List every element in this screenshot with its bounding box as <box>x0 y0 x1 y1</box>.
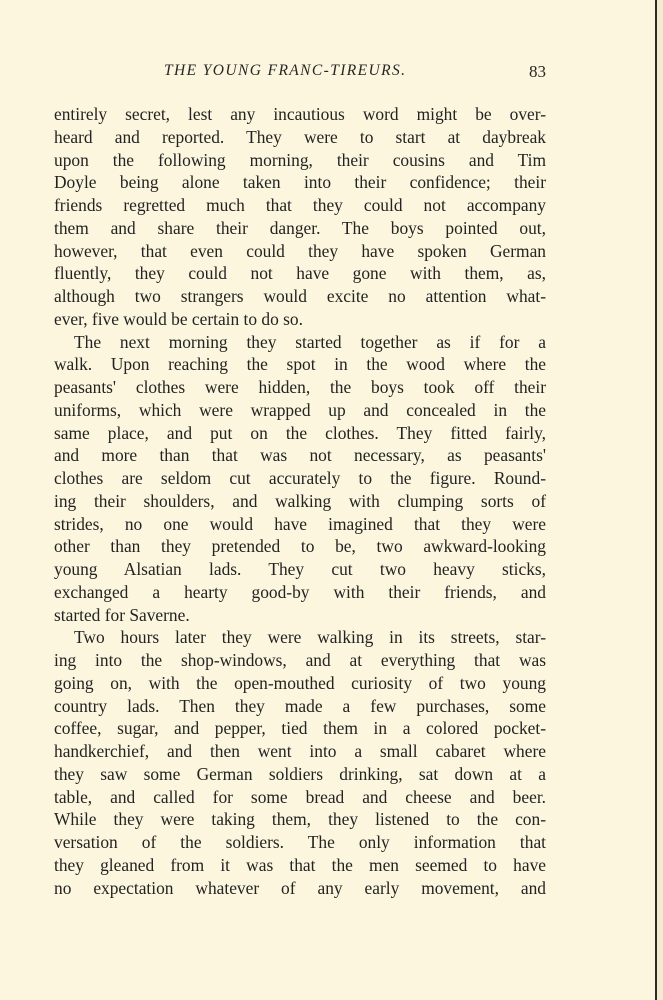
text-line: uniforms, which were wrapped up and concealed in the <box>54 399 546 420</box>
body-text <box>54 103 546 899</box>
page-header <box>54 62 546 86</box>
text-line: young Alsatian lads. They cut two heavy sticks, <box>54 559 546 579</box>
text-line: Doyle being alone taken into their confidence; their <box>54 172 546 193</box>
text-line: coffee, sugar, and pepper, tied them in a colored pocket- <box>54 718 546 739</box>
text-line: fluently, they could not have gone with them, as, <box>54 263 546 284</box>
text-line: clothes are seldom cut accurately to the figure. Round- <box>54 468 546 488</box>
text-line: however, that even could they have spoken German <box>54 240 546 261</box>
text-line: peasants' clothes were hidden, the boys took off their <box>54 377 546 397</box>
text-line: ing their shoulders, and walking with clumping sorts of <box>54 490 546 511</box>
text-line: friends regretted much that they could not accompany <box>54 195 546 215</box>
text-line: table, and called for some bread and cheese and beer. <box>54 786 546 807</box>
text-line: other than they pretended to be, two awkward-looking <box>54 536 546 557</box>
text-line: handkerchief, and then went into a small cabaret where <box>54 741 546 761</box>
text-line: versation of the soldiers. The only information that <box>54 832 546 852</box>
text-line: although two strangers would excite no attention what- <box>54 286 546 306</box>
text-line: they saw some German soldiers drinking, sat down at a <box>54 763 546 784</box>
text-line: them and share their danger. The boys pointed out, <box>54 217 546 238</box>
running-title: THE YOUNG FRANC-TIREURS. <box>164 62 407 79</box>
text-line: they gleaned from it was that the men seemed to have <box>54 854 546 875</box>
text-line: strides, no one would have imagined that they were <box>54 513 546 534</box>
text-line: upon the following morning, their cousins and Tim <box>54 149 546 170</box>
text-line: no expectation whatever of any early movement, and <box>54 877 546 898</box>
page-edge-strip <box>657 0 663 1000</box>
page-number: 83 <box>529 62 546 81</box>
text-line: same place, and put on the clothes. They fitted fairly, <box>54 422 546 443</box>
text-line: ever, five would be certain to do so. <box>54 308 303 329</box>
text-line: walk. Upon reaching the spot in the wood where the <box>54 354 546 375</box>
text-line: heard and reported. They were to start at daybreak <box>54 126 546 147</box>
text-line: While they were taking them, they listened to the con- <box>54 809 546 830</box>
text-line: exchanged a hearty good-by with their friends, and <box>54 581 546 602</box>
text-line: entirely secret, lest any incautious word might be over- <box>54 104 546 124</box>
text-line: The next morning they started together as if for a <box>74 331 546 352</box>
text-line: ing into the shop-windows, and at everything that was <box>54 650 546 670</box>
text-line: and more than that was not necessary, as peasants' <box>54 445 546 466</box>
text-line: going on, with the open-mouthed curiosity of two young <box>54 672 546 693</box>
text-line: Two hours later they were walking in its streets, star- <box>74 627 546 648</box>
text-line: country lads. Then they made a few purchases, some <box>54 695 546 716</box>
text-line: started for Saverne. <box>54 604 190 625</box>
